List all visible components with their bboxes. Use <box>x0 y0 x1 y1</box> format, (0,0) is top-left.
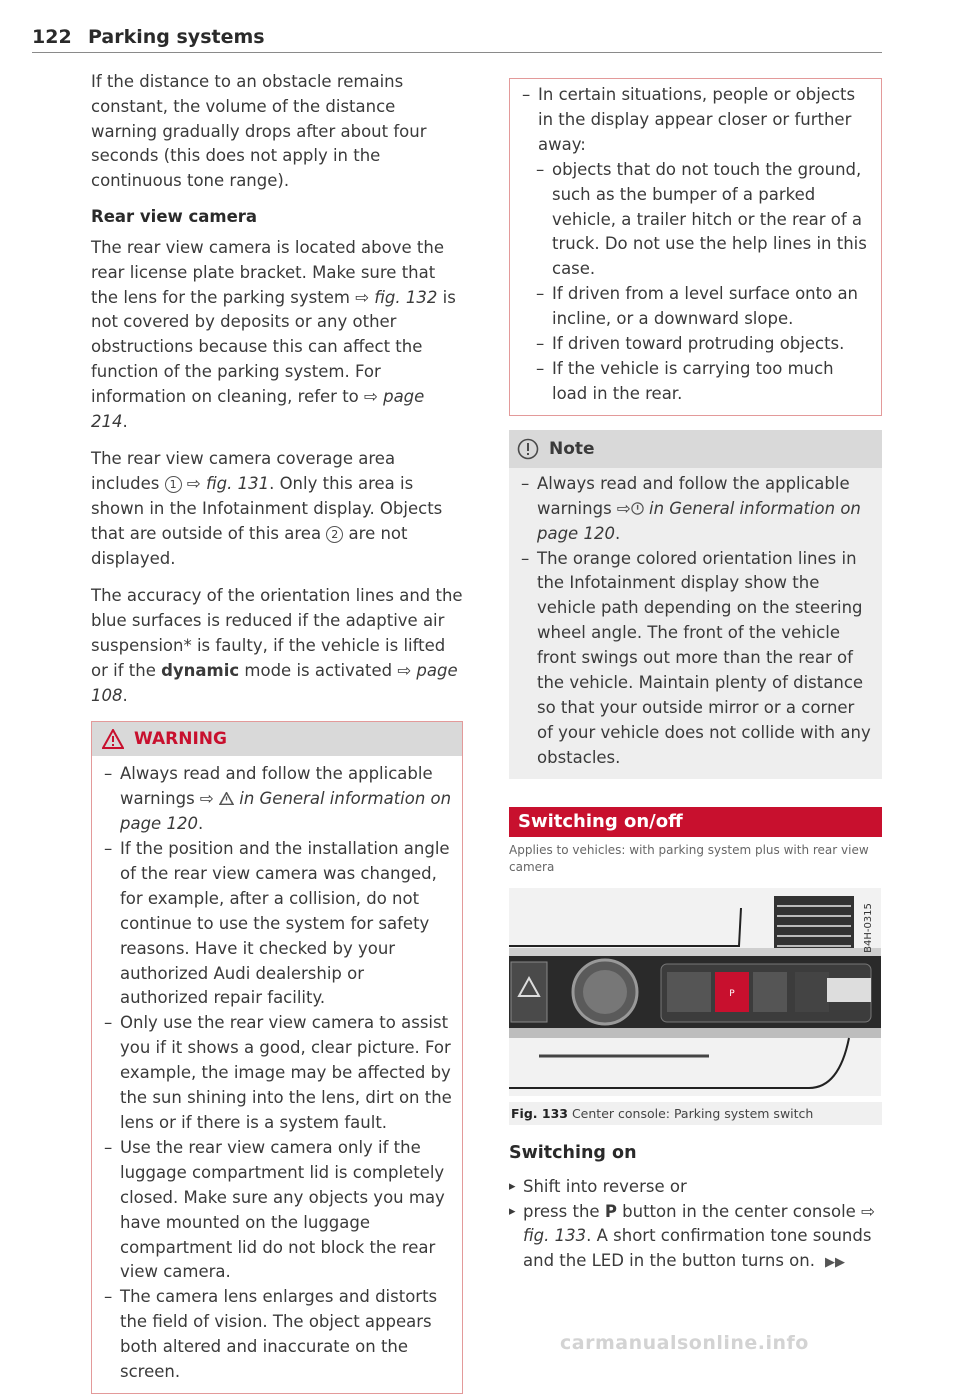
parking-button-icon: P <box>604 1201 617 1221</box>
fig-132-link[interactable]: ⇨ fig. 132 <box>355 287 438 307</box>
warning-header <box>92 722 462 756</box>
callout-2-icon: 2 <box>326 526 343 543</box>
warning-item: – Always read and follow the applicable warnings ⇨ in General information on page 120. <box>104 762 452 837</box>
applies-to-note: Applies to vehicles: with parking system plus with rear view camera <box>509 842 869 874</box>
warning-subitem: – If driven toward protruding objects. <box>522 332 871 357</box>
warning-continued-box <box>509 78 882 416</box>
switching-on-heading: Switching on <box>509 1142 637 1163</box>
warning-triangle-icon <box>219 792 234 805</box>
step-item: ▸ Shift into reverse or <box>509 1175 882 1200</box>
page-number: 122 <box>32 26 72 48</box>
figure-133 <box>509 888 881 1096</box>
warning-item: – Use the rear view camera only if the luggage compartment lid is completely closed. Make sure any objects you may have mounted on the luggage compartment lid do not block the rear view camera. <box>104 1136 452 1285</box>
figure-caption: Fig. 133 Center console: Parking system switch <box>509 1102 882 1125</box>
page-108-link[interactable]: ⇨ page 108 <box>91 660 458 705</box>
coverage-paragraph: The rear view camera coverage area includes 1 ⇨ fig. 131. Only this area is shown in the Infotainment display. Objects that are outside of this area 2 are not displayed. <box>91 449 443 568</box>
camera-location-paragraph: The rear view camera is located above the rear license plate bracket. Make sure that the lens for the parking system ⇨ fig. 132 is not covered by deposits or any other obstructions because this can affect the function of the parking system. For information on cleaning, refer to ⇨ page 214. <box>91 237 456 431</box>
callout-1-icon: 1 <box>165 476 182 493</box>
warning-item: – In certain situations, people or objects in the display appear closer or further away: <box>522 83 871 158</box>
continue-arrow-icon: ▶▶ <box>824 1255 845 1271</box>
rear-camera-heading: Rear view camera <box>91 206 258 226</box>
warning-subitem: – If the vehicle is carrying too much load in the rear. <box>522 357 871 407</box>
section-title: Parking systems <box>88 26 265 48</box>
warning-item: – If the position and the installation angle of the rear view camera was changed, for example, after a collision, do not continue to use the system for safety reasons. Have it checked by your authorized Audi dealership or authorized repair facility. <box>104 837 452 1011</box>
warning-item: – Only use the rear view camera to assist you if it shows a good, clear picture. For example, the image may be affected by the sun shining into the lens, dirt on the lens or if there is a system fault. <box>104 1011 452 1136</box>
svg-text:P: P <box>729 988 735 999</box>
switching-on-off-heading: Switching on/off <box>509 807 882 837</box>
note-item: – Always read and follow the applicable warnings ⇨ in General information on page 120. <box>521 472 872 547</box>
warning-item: – The camera lens enlarges and distorts the field of vision. The object appears both altered and inaccurate on the screen. <box>104 1285 452 1385</box>
warning-box <box>91 721 463 1394</box>
intro-paragraph: If the distance to an obstacle remains constant, the volume of the distance warning gradually drops after about four seconds (this does not apply in the continuous tone range). <box>91 72 427 191</box>
center-console-illustration <box>509 888 881 1096</box>
svg-text:B4H-0315: B4H-0315 <box>863 902 874 953</box>
right-column <box>509 78 882 1276</box>
note-box <box>509 430 882 779</box>
page-214-link[interactable]: ⇨ page 214 <box>91 386 425 431</box>
warning-label: WARNING <box>134 729 227 750</box>
note-label: Note <box>549 438 595 459</box>
step-item: ▸ press the P button in the center console ⇨ fig. 133. A short confirmation tone sounds and the LED in the button turns on. ▶▶ <box>509 1200 882 1277</box>
warning-subitem: – If driven from a level surface onto an incline, or a downward slope. <box>522 282 871 332</box>
warning-triangle-icon <box>102 729 124 749</box>
accuracy-paragraph: The accuracy of the orientation lines and the blue surfaces is reduced if the adaptive air suspension* is faulty, if the vehicle is lifted or if the dynamic mode is activated ⇨ page 108. <box>91 586 463 705</box>
watermark: carmanualsonline.info <box>560 1332 809 1354</box>
left-column <box>91 70 463 1394</box>
note-item: – The orange colored orientation lines in the Infotainment display show the vehicle path depending on the steering wheel angle. The front of the vehicle front swings out more than the rear of the vehicle. Maintain plenty of distance so that your outside mirror or a corner of your vehicle does not collide with any obstacles. <box>521 547 872 771</box>
fig-131-link[interactable]: fig. 131 <box>205 474 270 494</box>
page-header <box>32 24 882 53</box>
note-header <box>509 430 882 468</box>
note-icon <box>631 502 644 515</box>
fig-133-link[interactable]: ⇨ fig. 133 <box>523 1201 875 1246</box>
note-icon <box>517 438 539 460</box>
warning-subitem: – objects that do not touch the ground, such as the bumper of a parked vehicle, a trailer hitch or the rear of a truck. Do not use the help lines in this case. <box>522 158 871 283</box>
